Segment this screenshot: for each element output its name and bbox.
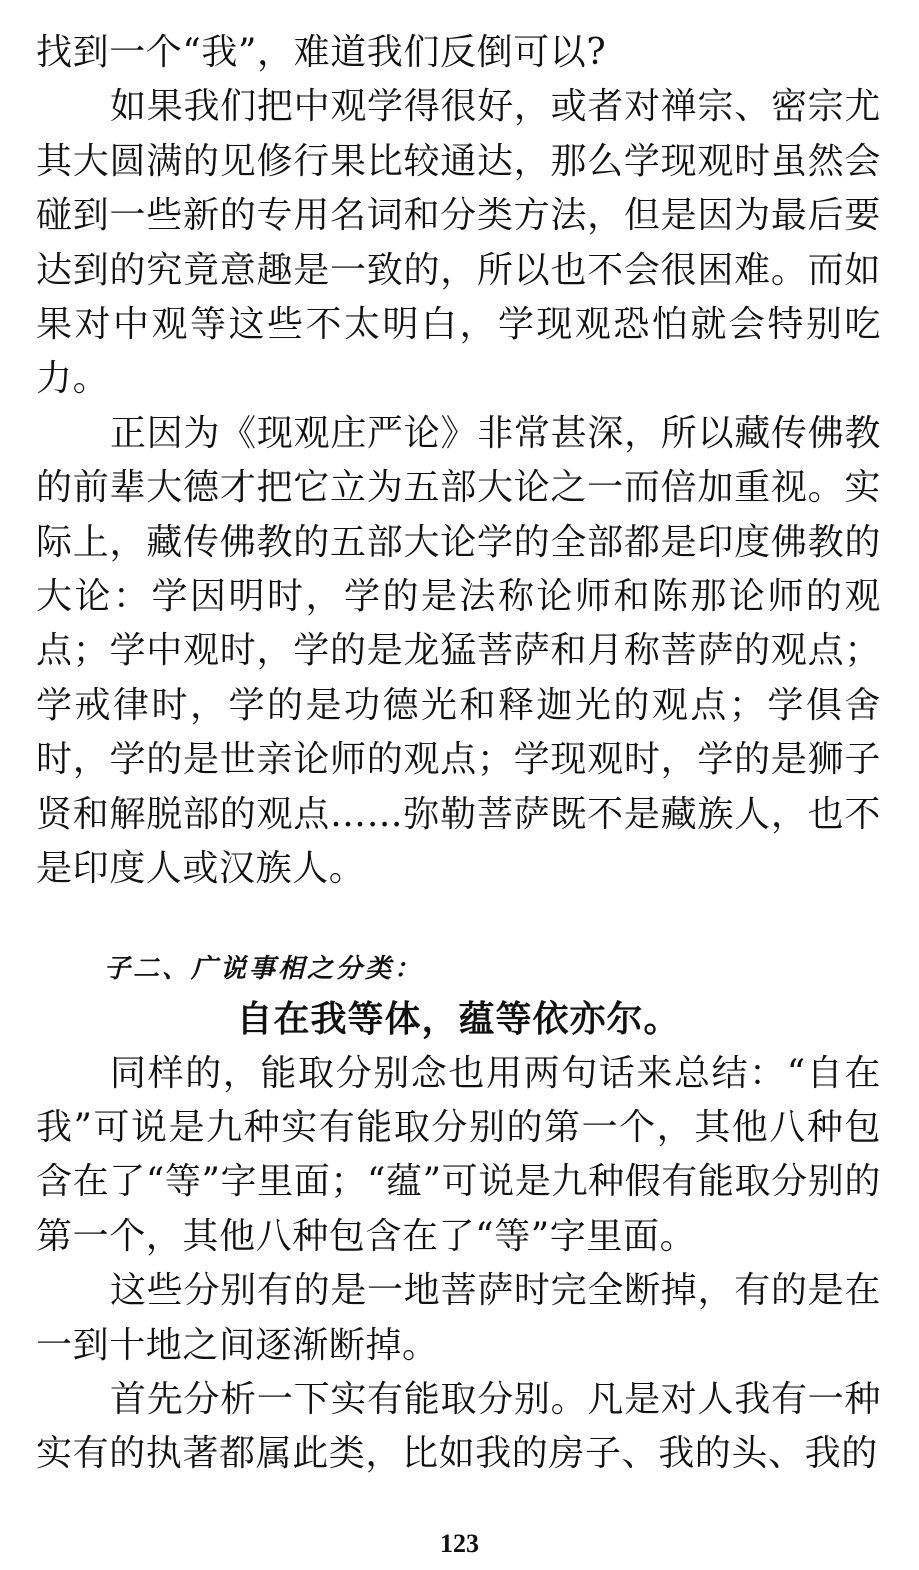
paragraph-2: 如果我们把中观学得很好，或者对禅宗、密宗尤其大圆满的见修行果比较通达，那么学现观时虽然会碰到一些新的专用名词和分类方法，但是因为最后要达到的究竟意趣是一致的，所以也不会很困难。而如果对中观等这些不太明白，学现观恐怕就会特别吃力。 xyxy=(36,86,881,400)
section xyxy=(36,949,881,1047)
paragraph-3: 正因为《现观庄严论》非常甚深，所以藏传佛教的前辈大德才把它立为五部大论之一而倍加重视。实际上，藏传佛教的五部大论学的全部都是印度佛教的大论：学因明时，学的是法称论师和陈那论师的观点；学中观时，学的是龙猛菩萨和月称菩萨的观点；学戒律时，学的是功德光和释迦光的观点；学俱舍时，学的是世亲论师的观点；学现观时，学的是狮子贤和解脱部的观点……弥勒菩萨既不是藏族人，也不是印度人或汉族人。 xyxy=(36,412,881,890)
paragraph-6: 首先分析一下实有能取分别。凡是对人我有一种实有的执著都属此类，比如我的房子、我的头、我的 xyxy=(36,1378,881,1475)
page-number: 123 xyxy=(440,1529,479,1558)
section-heading: 子二、广说事相之分类： xyxy=(104,953,424,984)
paragraph-4: 同样的，能取分别念也用两句话来总结：“自在我”可说是九种实有能取分别的第一个，其他八种包含在了“等”字里面；“蕴”可说是九种假有能取分别的第一个，其他八种包含在了“等”字里面。 xyxy=(36,1052,881,1257)
paragraph-1: 找到一个“我”，难道我们反倒可以? xyxy=(36,32,607,73)
paragraph-5: 这些分别有的是一地菩萨时完全断掉，有的是在一到十地之间逐渐断掉。 xyxy=(36,1270,881,1366)
verse-text: 自在我等体，蕴等依亦尔。 xyxy=(236,998,681,1040)
page-body xyxy=(36,26,881,1482)
